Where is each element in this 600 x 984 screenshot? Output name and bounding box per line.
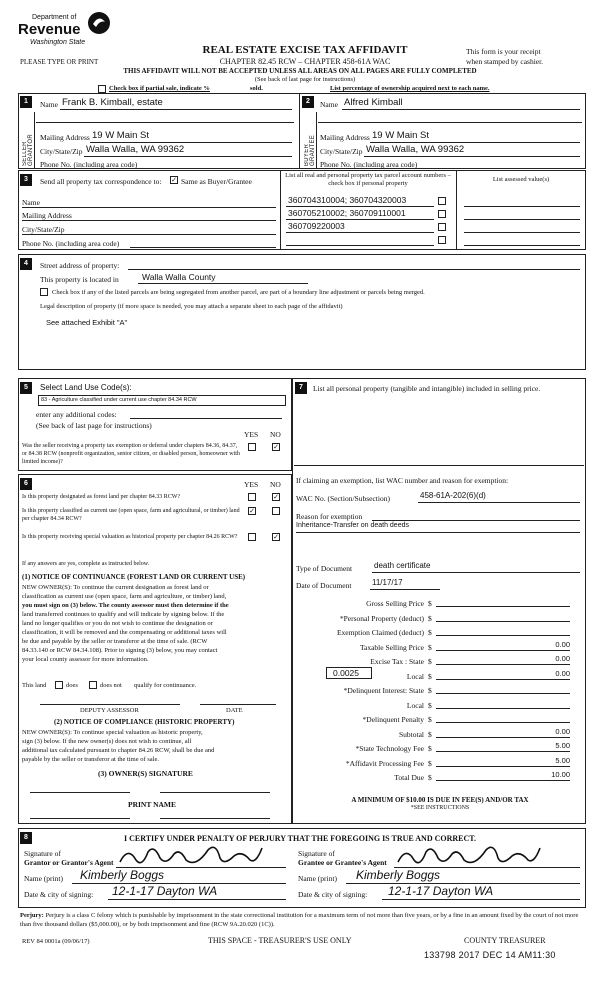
receipt-note-1: This form is your receipt	[466, 47, 541, 56]
calc-row-value[interactable]	[436, 611, 570, 622]
see-back-note: (See back of last page for instructions)	[254, 76, 356, 83]
dollar-sign: $	[428, 614, 432, 623]
calc-row-label: *Delinquent Penalty	[362, 715, 424, 724]
local-rate-value: 0.0025	[333, 668, 359, 678]
historic-question: Is this property receiving special valuation as historical property per chapter 84.26 RCW?	[22, 534, 238, 540]
notice1-line-e: land no longer qualifies or you do not wish to continue the designation or	[22, 620, 213, 627]
calc-row-label: *Delinquent Interest: State	[343, 686, 424, 695]
additional-codes-label: enter any additional codes:	[36, 410, 117, 419]
buyer-name-value[interactable]: Alfred Kimball	[344, 97, 403, 108]
wac-number-value[interactable]: 458-61A-202(6)(d)	[420, 491, 486, 500]
legal-description-value[interactable]: See attached Exhibit "A"	[46, 318, 128, 327]
section-4-box	[18, 254, 586, 370]
segregated-checkbox[interactable]	[40, 288, 48, 296]
same-as-buyer-label: Same as Buyer/Grantee	[181, 177, 252, 186]
local-rate-box[interactable]	[326, 667, 372, 679]
grantee-agent-label: Grantee or Grantee's Agent	[298, 858, 387, 867]
section-2-badge: 2	[302, 96, 314, 108]
notice1-line-d: land transferred continues to qualify and will indicate by signing below. If the	[22, 611, 225, 618]
form-revision: REV 84 0001a (09/06/17)	[22, 938, 90, 945]
buyer-mailing-label: Mailing Address	[320, 133, 370, 142]
doc-date-label: Date of Document	[296, 581, 352, 590]
partial-sale-checkbox[interactable]	[98, 85, 106, 93]
located-label: This property is located in	[40, 275, 119, 284]
sold-label: sold.	[250, 85, 263, 92]
notice1-line-f: classification, it will be removed and the compensating or additional taxes will	[22, 629, 227, 636]
calc-row-value[interactable]: 5.00	[436, 756, 570, 767]
owner-signature-label: (3) OWNER(S) SIGNATURE	[98, 769, 193, 778]
send-correspondence-label: Send all property tax correspondence to:	[40, 177, 162, 186]
grantee-sig-of-label: Signature of	[298, 849, 335, 858]
land-use-see-back: (See back of last page for instructions)	[36, 421, 152, 430]
exemption-reason-value[interactable]: Inheritance-Transfer on death deeds	[296, 522, 409, 529]
grantor-sig-of-label: Signature of	[24, 849, 61, 858]
grantee-name-print-value[interactable]: Kimberly Boggs	[356, 868, 441, 882]
grantor-signature-icon	[116, 842, 266, 870]
calc-row-value[interactable]: 0.00	[436, 669, 570, 680]
calc-row-label: Excise Tax : State	[370, 657, 424, 666]
seller-city-label: City/State/Zip	[40, 147, 83, 156]
street-address-label: Street address of property:	[40, 261, 120, 270]
notice1-line-c: you must sign on (3) below. The county assessor must then determine if the	[22, 602, 229, 609]
notice1-line-a: NEW OWNER(S): To continue the current designation as forest land or	[22, 584, 209, 591]
current-use-yes-checkbox[interactable]: ✓	[249, 508, 255, 515]
seller-name-label: Name	[40, 100, 58, 109]
land-does-text-3: does not	[100, 682, 122, 689]
doc-type-label: Type of Document	[296, 564, 353, 573]
s6-no-header: NO	[270, 480, 281, 489]
form-chapter: CHAPTER 82.45 RCW – CHAPTER 458-61A WAC	[219, 57, 391, 66]
current-use-no-checkbox[interactable]	[272, 507, 280, 515]
deputy-assessor-label: DEPUTY ASSESSOR	[80, 707, 139, 714]
parcel-2-checkbox[interactable]	[438, 210, 446, 218]
parcel-3-checkbox[interactable]	[438, 223, 446, 231]
parcel-4-checkbox[interactable]	[438, 236, 446, 244]
calc-row-label: *State Technology Fee	[355, 744, 424, 753]
land-use-yes-header: YES	[244, 430, 259, 439]
dor-logo	[14, 8, 114, 54]
grantor-date-city-label: Date & city of signing:	[24, 890, 94, 899]
land-does-not-checkbox[interactable]	[89, 681, 97, 689]
calc-row-label: *Affidavit Processing Fee	[345, 759, 424, 768]
calc-row-label: *Personal Property (deduct)	[339, 614, 424, 623]
buyer-name-label: Name	[320, 100, 338, 109]
county-value[interactable]: Walla Walla County	[142, 272, 216, 282]
section-8-badge: 8	[20, 832, 32, 844]
dollar-sign: $	[428, 715, 432, 724]
notice1-line-h: 84.33.140 or RCW 84.34.108). Prior to signing (3) below, you may contact	[22, 647, 218, 654]
exemption-reason-label: Reason for exemption	[296, 512, 363, 521]
receipt-note-2: when stamped by cashier.	[466, 57, 544, 66]
forest-no-checkbox[interactable]: ✓	[273, 494, 279, 501]
if-yes-note: If any answers are yes, complete as instructed below.	[22, 561, 150, 567]
grantor-date-city-value[interactable]: 12-1-17 Dayton WA	[112, 884, 218, 898]
corr-mailing-label: Mailing Address	[22, 211, 72, 220]
exemption-yes-checkbox[interactable]	[248, 443, 256, 451]
type-or-print: PLEASE TYPE OR PRINT	[20, 58, 99, 66]
buyer-mailing-value[interactable]: 19 W Main St	[372, 130, 430, 141]
land-use-select[interactable]	[38, 395, 286, 406]
notice1-line-b: classification as current use (open space, farm and agriculture, or timber) land,	[22, 593, 227, 600]
calc-row-label: Local	[406, 672, 424, 681]
section-7-badge: 7	[295, 382, 307, 394]
notice-compliance-title: (2) NOTICE OF COMPLIANCE (HISTORIC PROPERTY)	[54, 718, 235, 726]
calc-row-value[interactable]	[436, 683, 570, 694]
perjury-text: Perjury is a class C felony which is punishable by imprisonment in the state correctional institution for a maximum term of not more than five years, or by a fine in an amount fixed by the court of not more than five thousand dollars ($5,000.00), or by both imprisonment and fine (RCW 9A.20.020 (1C)).	[20, 912, 579, 928]
form-warning: THIS AFFIDAVIT WILL NOT BE ACCEPTED UNLESS ALL AREAS ON ALL PAGES ARE FULLY COMPLETED	[123, 67, 477, 75]
dollar-sign: $	[428, 701, 432, 710]
seller-city-value[interactable]: Walla Walla, WA 99362	[86, 144, 185, 155]
treasurer-stamp: 133798 2017 DEC 14 AM11:30	[424, 950, 556, 960]
calc-row-value[interactable]	[436, 625, 570, 636]
seller-side-label: SELLER GRANTOR	[22, 134, 34, 166]
land-does-text-2: does	[66, 682, 78, 689]
certify-statement: I CERTIFY UNDER PENALTY OF PERJURY THAT THE FOREGOING IS TRUE AND CORRECT.	[124, 834, 477, 843]
section-1-badge: 1	[20, 96, 32, 108]
section-5-badge: 5	[20, 382, 32, 394]
buyer-city-value[interactable]: Walla Walla, WA 99362	[366, 144, 465, 155]
calc-row-value[interactable]	[436, 698, 570, 709]
see-instructions-note: *SEE INSTRUCTIONS	[410, 805, 470, 811]
print-name-label: PRINT NAME	[128, 800, 176, 809]
doc-type-value[interactable]: death certificate	[374, 561, 431, 570]
buyer-phone-label: Phone No. (including area code)	[320, 160, 418, 169]
forest-land-question: Is this property designated as forest land per chapter 84.33 RCW?	[22, 494, 181, 500]
historic-yes-checkbox[interactable]	[248, 533, 256, 541]
section-3-badge: 3	[20, 174, 32, 186]
land-does-text-4: qualify for continuance.	[134, 682, 197, 689]
buyer-city-label: City/State/Zip	[320, 147, 363, 156]
partial-sale-label: Check box if partial sale, indicate %	[109, 85, 210, 92]
calc-row-label: Subtotal	[398, 730, 424, 739]
minimum-due-note: A MINIMUM OF $10.00 IS DUE IN FEE(S) AND/OR TAX	[351, 796, 529, 804]
doc-date-value[interactable]: 11/17/17	[372, 578, 403, 587]
county-treasurer-label: COUNTY TREASURER	[464, 936, 546, 945]
grantee-date-city-value[interactable]: 12-1-17 Dayton WA	[388, 884, 494, 898]
grantee-signature-icon	[394, 842, 544, 870]
dollar-sign: $	[428, 657, 432, 666]
perjury-notice	[20, 911, 586, 929]
notice2-line-c: additional tax calculated pursuant to chapter 84.26 RCW, shall be due and	[22, 747, 215, 754]
buyer-side-label: BUYER GRANTEE	[304, 134, 316, 166]
historic-no-checkbox[interactable]: ✓	[273, 534, 279, 541]
calc-row-label: Gross Selling Price	[366, 599, 424, 608]
logo-dept-text: Department of	[32, 14, 77, 21]
same-as-buyer-checkbox[interactable]: ✓	[171, 177, 177, 184]
exemption-no-checkbox[interactable]: ✓	[273, 444, 279, 451]
dollar-sign: $	[428, 686, 432, 695]
land-does-text-1: This land	[22, 682, 47, 689]
grantor-agent-label: Grantor or Grantor's Agent	[24, 858, 114, 867]
current-use-question: Is this property classified as current use (open space, farm and agricultural, or timber) land per chapter 84.34 RCW?	[22, 508, 240, 522]
dollar-sign: $	[428, 643, 432, 652]
parcel-1[interactable]: 360704310004; 360704320003	[288, 195, 407, 205]
calc-row-value[interactable]: 0.00	[436, 727, 570, 738]
dollar-sign: $	[428, 672, 432, 681]
notice-continuance-title: (1) NOTICE OF CONTINUANCE (FOREST LAND OR CURRENT USE)	[22, 573, 246, 581]
wac-number-label: WAC No. (Section/Subsection)	[296, 494, 390, 503]
notice2-line-a: NEW OWNER(S): To continue special valuation as historic property,	[22, 729, 203, 736]
grantor-name-print-value[interactable]: Kimberly Boggs	[80, 868, 165, 882]
personal-property-label: List all personal property (tangible and intangible) included in selling price.	[313, 384, 541, 393]
dollar-sign: $	[428, 744, 432, 753]
exemption-question: Was the seller receiving a property tax exemption or deferral under chapters 84.36, 84.37, or 84.38 RCW (nonprofit organization, senior citizen, or disabled person, homeowner with limited income)?	[22, 443, 240, 465]
forest-yes-checkbox[interactable]	[248, 493, 256, 501]
treasurer-space-label: THIS SPACE - TREASURER'S USE ONLY	[208, 936, 352, 945]
seller-phone-label: Phone No. (including area code)	[40, 160, 138, 169]
seller-mailing-label: Mailing Address	[40, 133, 90, 142]
parcel-header: List all real and personal property tax parcel account numbers – check box if personal property	[285, 172, 451, 187]
notice2-line-d: payable by the seller or transferor at the time of sale.	[22, 756, 159, 763]
corr-city-label: City/State/Zip	[22, 225, 65, 234]
dor-seal-icon	[86, 10, 112, 36]
section-6-badge: 6	[20, 478, 32, 490]
land-use-no-header: NO	[270, 430, 281, 439]
dollar-sign: $	[428, 773, 432, 782]
calc-row-label: Local	[406, 701, 424, 710]
deputy-date-label: DATE	[226, 707, 243, 714]
calc-row-label: Total Due	[394, 773, 424, 782]
grantee-date-city-label: Date & city of signing:	[298, 890, 368, 899]
calc-row-value[interactable]: 0.00	[436, 654, 570, 665]
legal-description-label: Legal description of property (if more space is needed, you may attach a separate sheet to each page of the affidavit)	[40, 303, 343, 310]
calc-row-label: Exemption Claimed (deduct)	[336, 628, 424, 637]
notice2-line-b: sign (3) below. If the new owner(s) does not wish to continue, all	[22, 738, 192, 745]
s6-yes-header: YES	[244, 480, 259, 489]
parcel-1-checkbox[interactable]	[438, 197, 446, 205]
parcel-3[interactable]: 360709220003	[288, 221, 345, 231]
list-percentage-label: List percentage of ownership acquired next to each name.	[330, 85, 490, 92]
calc-row-value[interactable]	[436, 596, 570, 607]
assessed-header: List assessed value(s)	[492, 176, 550, 183]
land-use-code-value: 83 - Agriculture classified under current use chapter 84.34 RCW	[41, 397, 197, 403]
calc-row-value[interactable]	[436, 712, 570, 723]
grantee-name-print-label: Name (print)	[298, 874, 337, 883]
land-use-label: Select Land Use Code(s):	[40, 383, 132, 392]
seller-mailing-value[interactable]: 19 W Main St	[92, 130, 150, 141]
seller-name-value[interactable]: Frank B. Kimball, estate	[62, 97, 163, 108]
exemption-intro: If claiming an exemption, list WAC number and reason for exemption:	[296, 476, 509, 485]
land-does-checkbox[interactable]	[55, 681, 63, 689]
segregated-label: Check box if any of the listed parcels are being segregated from another parcel, are part of a boundary line adjustment or parcels being merged.	[52, 289, 425, 296]
dollar-sign: $	[428, 730, 432, 739]
calc-row-value[interactable]: 10.00	[436, 770, 570, 781]
parcel-2[interactable]: 360705210002; 360709110001	[288, 208, 406, 218]
perjury-label: Perjury:	[20, 912, 44, 919]
corr-name-label: Name	[22, 198, 40, 207]
dollar-sign: $	[428, 599, 432, 608]
grantor-name-print-label: Name (print)	[24, 874, 63, 883]
section-4-badge: 4	[20, 258, 32, 270]
dollar-sign: $	[428, 759, 432, 768]
logo-state-text: Washington State	[30, 39, 86, 46]
corr-phone-label: Phone No. (including area code)	[22, 239, 120, 248]
notice1-line-g: be due and payable by the seller or transferor at the time of sale. (RCW	[22, 638, 208, 645]
calc-row-value[interactable]: 5.00	[436, 741, 570, 752]
dollar-sign: $	[428, 628, 432, 637]
logo-revenue-text: Revenue	[18, 21, 81, 38]
calc-row-value[interactable]: 0.00	[436, 640, 570, 651]
form-title: REAL ESTATE EXCISE TAX AFFIDAVIT	[202, 44, 408, 56]
calc-row-label: Taxable Selling Price	[359, 643, 424, 652]
notice1-line-i: your local county assessor for more information.	[22, 656, 149, 663]
